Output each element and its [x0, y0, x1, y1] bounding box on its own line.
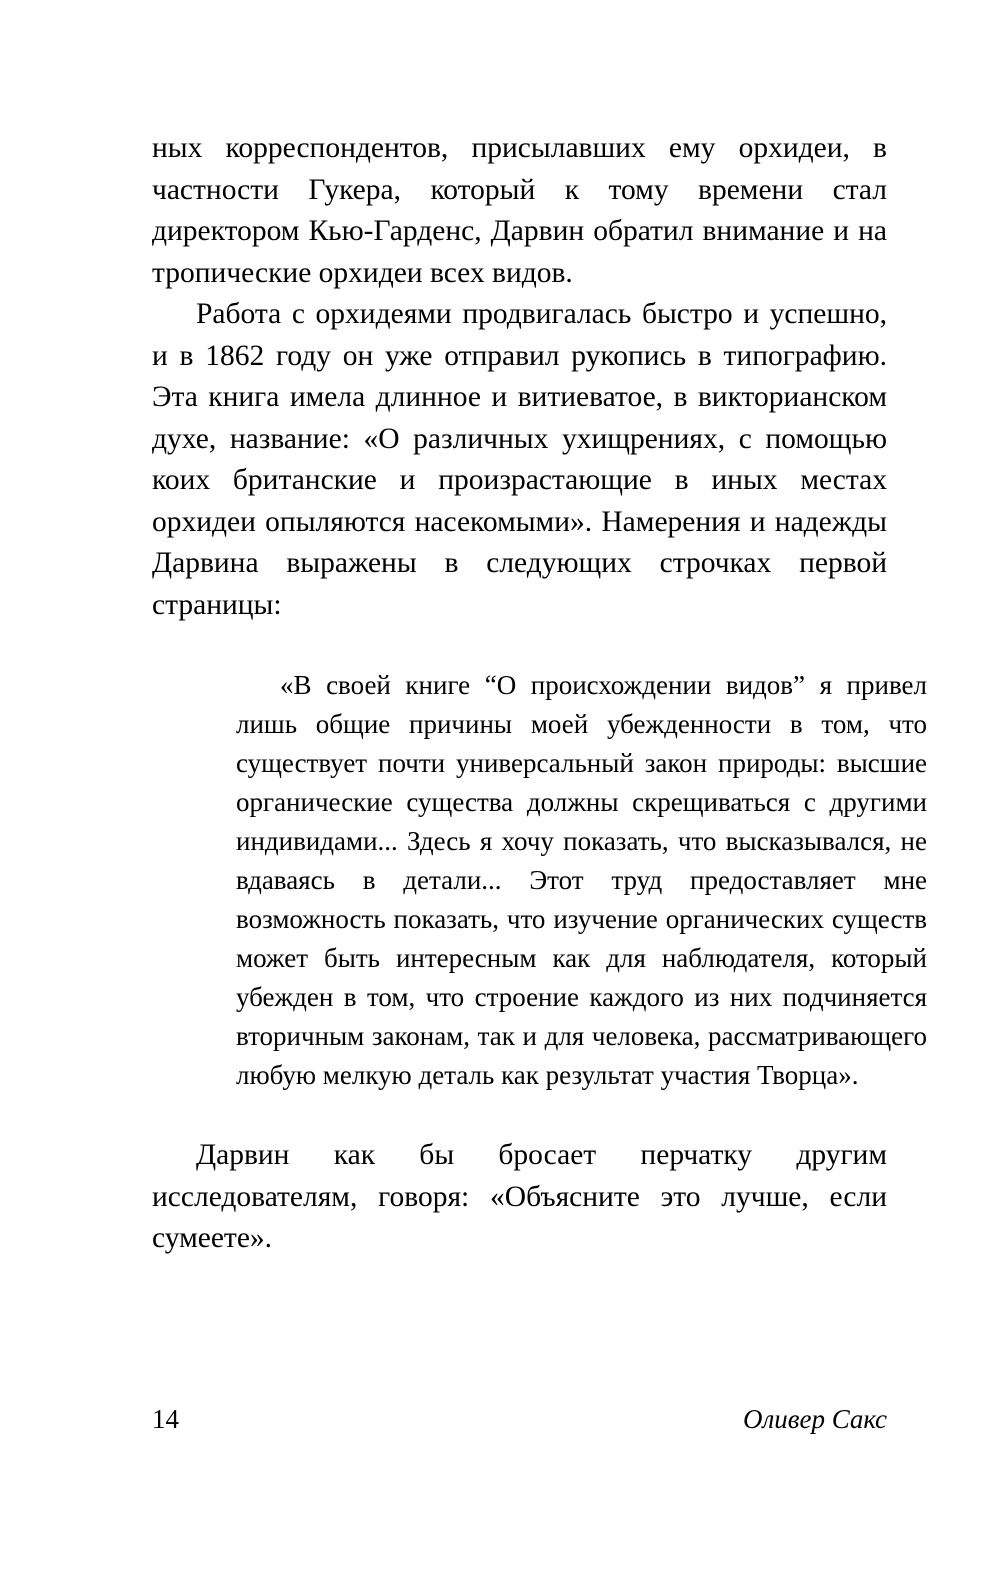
page-number: 14	[152, 1404, 179, 1434]
body-paragraph-3: Дарвин как бы бросает перчатку другим исследователям, говоря: «Объясните это лучше, если сумеете».	[152, 1139, 887, 1254]
block-quote	[192, 666, 927, 1095]
body-paragraph-1: ных корреспондентов, присылавших ему орхидеи, в частности Гукера, который к тому времени стал директором Кью-Гарденс, Дарвин обратил внимание и на тропические орхидеи всех видов.	[152, 132, 887, 289]
body-paragraph-2: Работа с орхидеями продвигалась быстро и успешно, и в 1862 году он уже отправил рукопись в типографию. Эта книга имела длинное и витиеватое, в викторианском духе, название: «О различных ухищрениях, с помощью коих британские и произрастающие в иных местах орхидеи опыляются насекомыми». Намерения и надежды Дарвина выражены в следующих строчках первой страницы:	[152, 298, 887, 621]
running-title: Оливер Сакс	[742, 1404, 887, 1434]
page-text-block	[152, 128, 927, 1260]
page-footer	[152, 1404, 887, 1435]
block-quote-text: «В своей книге “О происхождении видов” я привел лишь общие причины моей убежденности в том, что существует почти универсальный закон природы: высшие органические существа должны скрещиваться с другими индивидами... Здесь я хочу показать, что высказывался, не вдаваясь в детали... Этот труд предоставляет мне возможность показать, что изучение органических существ может быть интересным как для наблюдателя, который убежден в том, что строение каждого из них подчиняется вторичным законам, так и для человека, рассматривающего любую мелкую деталь как результат участия Творца».	[236, 670, 927, 1090]
